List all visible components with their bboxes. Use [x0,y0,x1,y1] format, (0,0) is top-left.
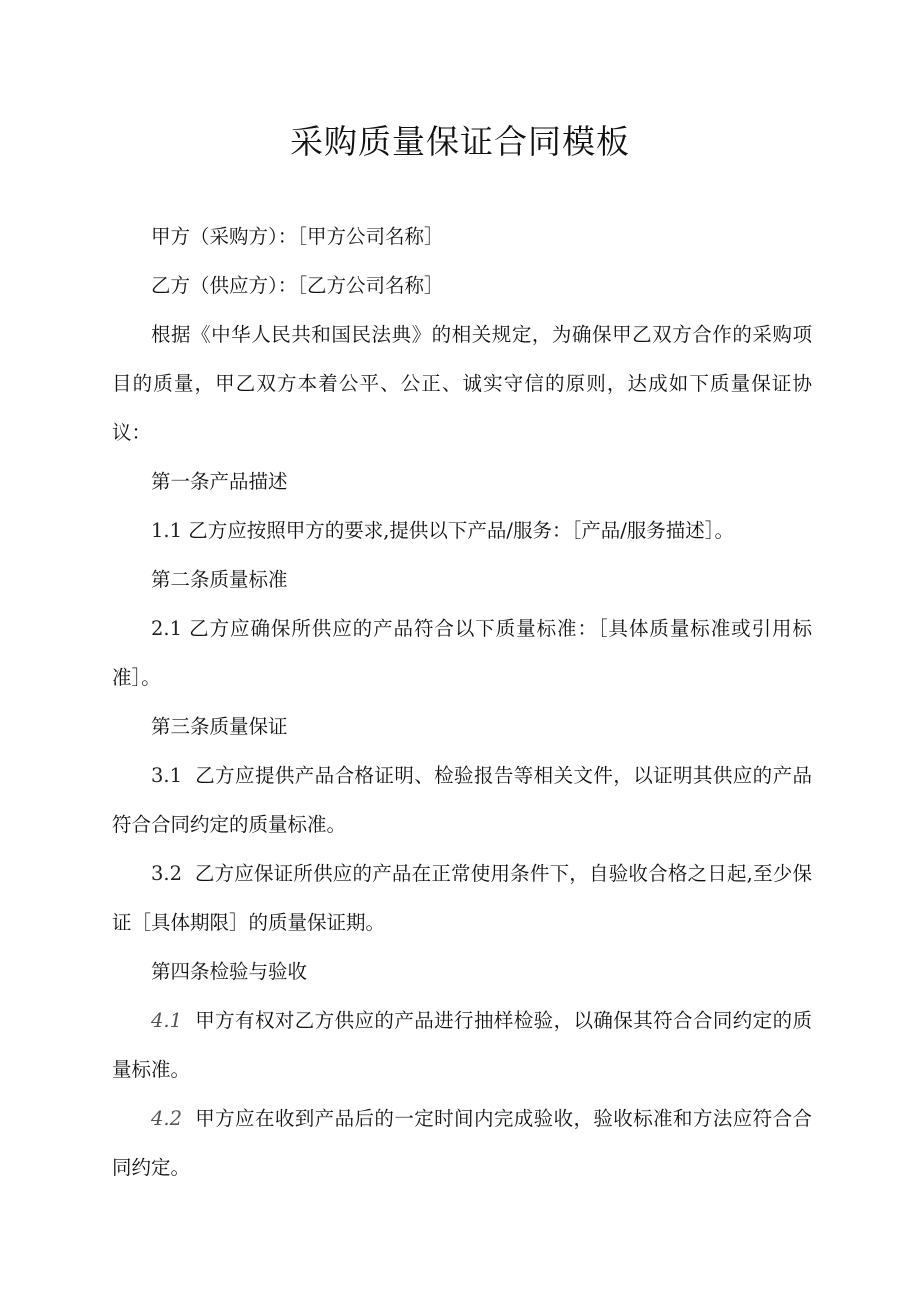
clause-text: 甲方有权对乙方供应的产品进行抽样检验，以确保其符合合同约定的质量标准。 [112,1009,812,1081]
clause-text: 乙方应按照甲方的要求,提供以下产品/服务：［产品/服务描述］。 [188,519,735,542]
clause-number: 3.2 [151,862,183,885]
clause-number: 4.1 [151,1009,183,1032]
article-4-heading: 第四条检验与验收 [151,960,308,983]
clause-3-1 [112,751,812,849]
clause-text: 乙方应提供产品合格证明、检验报告等相关文件，以证明其供应的产品符合合同约定的质量标准。 [112,764,812,836]
clause-text: 乙方应确保所供应的产品符合以下质量标准：［具体质量标准或引用标准］。 [112,617,812,689]
clause-text: 乙方应保证所供应的产品在正常使用条件下，自验收合格之日起,至少保证［具体期限］的质量保证期。 [112,862,813,934]
clause-2-1 [112,604,812,702]
document-body [112,212,812,1192]
document-title: 采购质量保证合同模板 [290,122,630,161]
preamble-paragraph: 根据《中华人民共和国民法典》的相关规定，为确保甲乙双方合作的采购项目的质量，甲乙双方本着公平、公正、诚实守信的原则，达成如下质量保证协议： [112,323,812,444]
clause-4-2 [112,1094,812,1192]
clause-3-2 [112,849,812,947]
clause-number: 2.1 [151,617,183,640]
article-3-heading: 第三条质量保证 [151,715,288,738]
article-2-heading: 第二条质量标准 [151,568,288,591]
clause-1-1 [112,506,812,555]
party-a-line: 甲方（采购方）：［甲方公司名称］ [151,225,444,248]
clause-text: 甲方应在收到产品后的一定时间内完成验收，验收标准和方法应符合合同约定。 [112,1107,812,1179]
clause-number: 1.1 [151,519,183,542]
clause-number: 3.1 [151,764,183,787]
article-1-heading: 第一条产品描述 [151,470,288,493]
clause-number: 4.2 [151,1107,183,1130]
clause-4-1 [112,996,812,1094]
party-b-line: 乙方（供应方）：［乙方公司名称］ [151,274,444,297]
